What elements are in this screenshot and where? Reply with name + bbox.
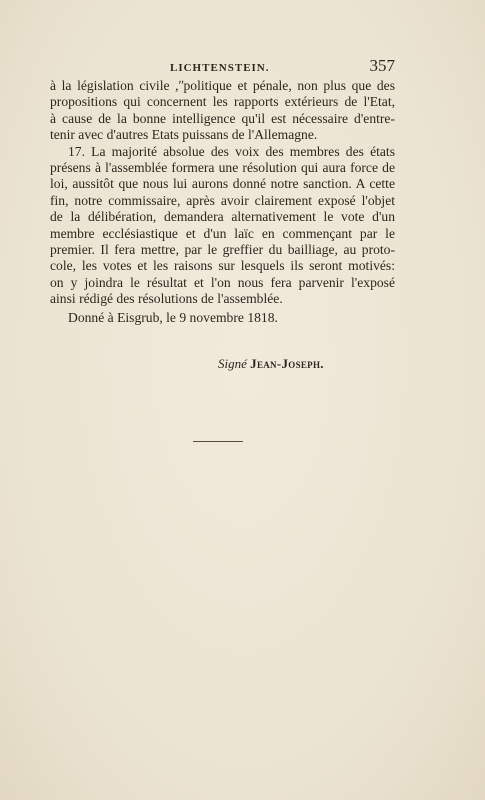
page-number: 357 [369,56,395,75]
text-line: de la délibération, demandera alternativement le vote d'un [50,209,395,225]
signature-name: Jean-Joseph. [250,356,324,371]
text-line: présens à l'assemblée formera une résolution qui aura force de [50,159,395,175]
signature-label: Signé [218,356,247,371]
date-line: Donné à Eisgrub, le 9 novembre 1818. [68,310,278,326]
running-title: LICHTENSTEIN. [170,62,270,74]
text-line: premier. Il fera mettre, par le greffier du bailliage, au proto- [50,241,395,257]
text-line: loi, aussitôt que nous lui aurons donné notre sanction. A cette [50,176,395,192]
text-line: membre ecclésiastique et d'un laïc en commençant par le [50,225,395,241]
body-text [50,78,395,327]
text-line: propositions qui concernent les rapports extérieurs de l'Etat, [50,94,395,110]
text-line: tenir avec d'autres Etats puissans de l'Allemagne. [50,127,318,143]
text-line: on y joindra le résultat et l'on nous fera parvenir l'exposé [50,274,395,290]
text-line: à cause de la bonne intelligence qu'il est nécessaire d'entre- [50,110,395,126]
signature [218,356,324,372]
text-line: ainsi rédigé des résolutions de l'assemblée. [50,291,283,307]
text-line: fin, notre commissaire, après avoir clairement exposé l'objet [50,192,395,208]
text-line: à la législation civile ,ʺpolitique et pénale, non plus que des [50,78,395,93]
section-divider [193,441,243,442]
text-line: 17. La majorité absolue des voix des membres des états [68,143,395,159]
text-line: cole, les votes et les raisons sur lesquels ils seront motivés: [50,258,395,274]
page-header [50,56,395,78]
